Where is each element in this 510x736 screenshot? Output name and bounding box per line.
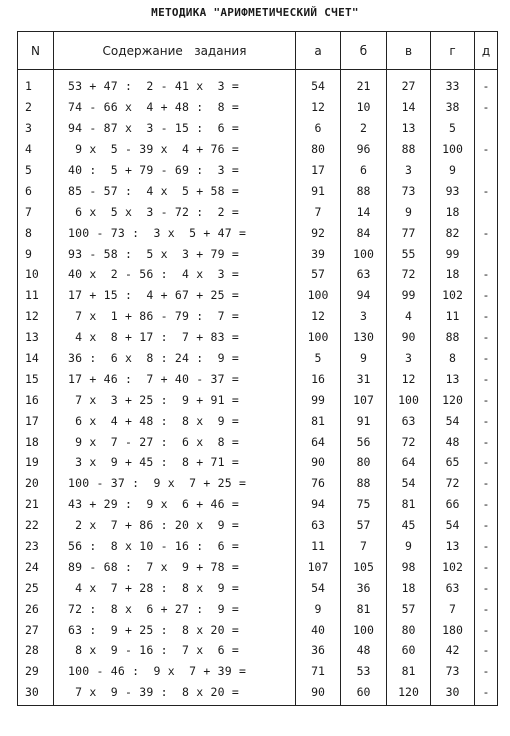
answer-b: 6 [341, 160, 387, 181]
row-number: 21 [18, 494, 54, 515]
answer-v: 80 [387, 619, 431, 640]
row-number: 15 [18, 368, 54, 389]
answer-a: 54 [296, 70, 341, 97]
task-expression: 53 + 47 : 2 - 41 x 3 = [54, 70, 296, 97]
answer-v: 77 [387, 222, 431, 243]
answer-v: 81 [387, 661, 431, 682]
table-row [18, 494, 498, 515]
answer-g: 120 [431, 389, 475, 410]
task-expression: 56 : 8 x 10 - 16 : 6 = [54, 536, 296, 557]
row-number: 22 [18, 515, 54, 536]
table-row [18, 327, 498, 348]
answer-v: 72 [387, 431, 431, 452]
table-row [18, 515, 498, 536]
task-expression: 6 x 4 + 48 : 8 x 9 = [54, 410, 296, 431]
answer-d [475, 243, 498, 264]
table-row [18, 577, 498, 598]
answer-d: - [475, 348, 498, 369]
answer-d [475, 160, 498, 181]
row-number: 6 [18, 180, 54, 201]
answer-b: 57 [341, 515, 387, 536]
answer-a: 12 [296, 306, 341, 327]
row-number: 16 [18, 389, 54, 410]
answer-v: 57 [387, 598, 431, 619]
answer-g: 82 [431, 222, 475, 243]
answer-g: 63 [431, 577, 475, 598]
table-row [18, 473, 498, 494]
table-row [18, 536, 498, 557]
row-number: 26 [18, 598, 54, 619]
answer-g: 18 [431, 264, 475, 285]
task-expression: 17 + 46 : 7 + 40 - 37 = [54, 368, 296, 389]
task-expression: 7 x 9 - 39 : 8 x 20 = [54, 682, 296, 705]
answer-a: 39 [296, 243, 341, 264]
answer-g: 5 [431, 118, 475, 139]
answer-g: 38 [431, 97, 475, 118]
answer-b: 10 [341, 97, 387, 118]
task-expression: 8 x 9 - 16 : 7 x 6 = [54, 640, 296, 661]
row-number: 14 [18, 348, 54, 369]
task-expression: 100 - 73 : 3 x 5 + 47 = [54, 222, 296, 243]
header-d: д [475, 32, 498, 70]
answer-g: 65 [431, 452, 475, 473]
row-number: 3 [18, 118, 54, 139]
row-number: 18 [18, 431, 54, 452]
table-row [18, 222, 498, 243]
answer-g: 8 [431, 348, 475, 369]
task-expression: 36 : 6 x 8 : 24 : 9 = [54, 348, 296, 369]
row-number: 8 [18, 222, 54, 243]
answer-b: 48 [341, 640, 387, 661]
answer-b: 130 [341, 327, 387, 348]
answer-v: 3 [387, 348, 431, 369]
answer-v: 99 [387, 285, 431, 306]
answer-g: 30 [431, 682, 475, 705]
answer-g: 33 [431, 70, 475, 97]
answer-g: 7 [431, 598, 475, 619]
row-number: 13 [18, 327, 54, 348]
table-row [18, 139, 498, 160]
answer-g: 66 [431, 494, 475, 515]
answer-d: - [475, 494, 498, 515]
answer-d: - [475, 536, 498, 557]
answer-v: 3 [387, 160, 431, 181]
answer-b: 80 [341, 452, 387, 473]
task-expression: 72 : 8 x 6 + 27 : 9 = [54, 598, 296, 619]
header-expr: Содержание задания [54, 32, 296, 70]
table-row [18, 264, 498, 285]
table-row [18, 452, 498, 473]
row-number: 1 [18, 70, 54, 97]
answer-a: 7 [296, 201, 341, 222]
task-expression: 40 x 2 - 56 : 4 x 3 = [54, 264, 296, 285]
task-expression: 63 : 9 + 25 : 8 x 20 = [54, 619, 296, 640]
answer-b: 105 [341, 556, 387, 577]
answer-g: 13 [431, 368, 475, 389]
task-expression: 43 + 29 : 9 x 6 + 46 = [54, 494, 296, 515]
answer-a: 54 [296, 577, 341, 598]
answer-a: 63 [296, 515, 341, 536]
table-row [18, 410, 498, 431]
answer-a: 81 [296, 410, 341, 431]
table-row [18, 118, 498, 139]
task-table [17, 31, 498, 706]
answer-g: 93 [431, 180, 475, 201]
task-expression: 93 - 58 : 5 x 3 + 79 = [54, 243, 296, 264]
answer-g: 72 [431, 473, 475, 494]
task-expression: 6 x 5 x 3 - 72 : 2 = [54, 201, 296, 222]
answer-v: 120 [387, 682, 431, 705]
answer-v: 54 [387, 473, 431, 494]
header-num: N [18, 32, 54, 70]
answer-b: 94 [341, 285, 387, 306]
answer-a: 94 [296, 494, 341, 515]
table-row [18, 243, 498, 264]
answer-a: 5 [296, 348, 341, 369]
header-v: в [387, 32, 431, 70]
answer-v: 12 [387, 368, 431, 389]
table-row [18, 348, 498, 369]
answer-b: 21 [341, 70, 387, 97]
answer-v: 73 [387, 180, 431, 201]
task-expression: 9 x 7 - 27 : 6 x 8 = [54, 431, 296, 452]
answer-v: 18 [387, 577, 431, 598]
table-row [18, 619, 498, 640]
answer-a: 6 [296, 118, 341, 139]
row-number: 19 [18, 452, 54, 473]
task-expression: 2 x 7 + 86 : 20 x 9 = [54, 515, 296, 536]
answer-b: 88 [341, 180, 387, 201]
row-number: 10 [18, 264, 54, 285]
answer-d: - [475, 410, 498, 431]
answer-a: 90 [296, 682, 341, 705]
answer-b: 9 [341, 348, 387, 369]
answer-a: 107 [296, 556, 341, 577]
answer-v: 55 [387, 243, 431, 264]
table-row [18, 285, 498, 306]
header-row [18, 32, 498, 70]
table-row [18, 70, 498, 97]
answer-b: 60 [341, 682, 387, 705]
answer-d: - [475, 70, 498, 97]
task-expression: 3 x 9 + 45 : 8 + 71 = [54, 452, 296, 473]
answer-b: 75 [341, 494, 387, 515]
answer-v: 13 [387, 118, 431, 139]
row-number: 5 [18, 160, 54, 181]
answer-d [475, 118, 498, 139]
table-row [18, 431, 498, 452]
answer-v: 98 [387, 556, 431, 577]
answer-a: 11 [296, 536, 341, 557]
row-number: 12 [18, 306, 54, 327]
answer-d: - [475, 285, 498, 306]
answer-d: - [475, 556, 498, 577]
table-row [18, 368, 498, 389]
answer-a: 99 [296, 389, 341, 410]
task-expression: 17 + 15 : 4 + 67 + 25 = [54, 285, 296, 306]
answer-d: - [475, 452, 498, 473]
answer-a: 90 [296, 452, 341, 473]
answer-d: - [475, 327, 498, 348]
task-expression: 4 x 8 + 17 : 7 + 83 = [54, 327, 296, 348]
table-row [18, 556, 498, 577]
table-row [18, 201, 498, 222]
table-row [18, 389, 498, 410]
answer-g: 13 [431, 536, 475, 557]
answer-g: 11 [431, 306, 475, 327]
header-a: а [296, 32, 341, 70]
answer-v: 81 [387, 494, 431, 515]
row-number: 30 [18, 682, 54, 705]
table-row [18, 306, 498, 327]
answer-g: 54 [431, 410, 475, 431]
answer-d: - [475, 577, 498, 598]
answer-a: 92 [296, 222, 341, 243]
answer-b: 3 [341, 306, 387, 327]
answer-d [475, 201, 498, 222]
answer-b: 63 [341, 264, 387, 285]
task-expression: 89 - 68 : 7 x 9 + 78 = [54, 556, 296, 577]
answer-a: 91 [296, 180, 341, 201]
answer-g: 9 [431, 160, 475, 181]
answer-d: - [475, 619, 498, 640]
answer-g: 73 [431, 661, 475, 682]
answer-g: 18 [431, 201, 475, 222]
page-title: МЕТОДИКА "АРИФМЕТИЧЕСКИЙ СЧЕТ" [151, 6, 359, 19]
answer-g: 100 [431, 139, 475, 160]
answer-a: 9 [296, 598, 341, 619]
answer-b: 56 [341, 431, 387, 452]
answer-d: - [475, 139, 498, 160]
row-number: 17 [18, 410, 54, 431]
answer-v: 14 [387, 97, 431, 118]
answer-g: 48 [431, 431, 475, 452]
answer-a: 17 [296, 160, 341, 181]
row-number: 11 [18, 285, 54, 306]
answer-v: 60 [387, 640, 431, 661]
answer-b: 88 [341, 473, 387, 494]
answer-a: 100 [296, 327, 341, 348]
answer-b: 100 [341, 243, 387, 264]
answer-d: - [475, 431, 498, 452]
task-expression: 9 x 5 - 39 x 4 + 76 = [54, 139, 296, 160]
answer-b: 91 [341, 410, 387, 431]
answer-b: 84 [341, 222, 387, 243]
answer-d: - [475, 264, 498, 285]
answer-b: 53 [341, 661, 387, 682]
answer-g: 102 [431, 556, 475, 577]
table-header [18, 32, 498, 70]
task-expression: 74 - 66 x 4 + 48 : 8 = [54, 97, 296, 118]
answer-v: 64 [387, 452, 431, 473]
answer-b: 7 [341, 536, 387, 557]
answer-d: - [475, 306, 498, 327]
answer-a: 12 [296, 97, 341, 118]
answer-v: 4 [387, 306, 431, 327]
task-expression: 7 x 3 + 25 : 9 + 91 = [54, 389, 296, 410]
row-number: 7 [18, 201, 54, 222]
answer-d: - [475, 640, 498, 661]
table-row [18, 180, 498, 201]
row-number: 28 [18, 640, 54, 661]
table-row [18, 682, 498, 705]
task-expression: 4 x 7 + 28 : 8 x 9 = [54, 577, 296, 598]
row-number: 29 [18, 661, 54, 682]
answer-d: - [475, 682, 498, 705]
table-row [18, 640, 498, 661]
answer-a: 36 [296, 640, 341, 661]
answer-d: - [475, 389, 498, 410]
answer-d: - [475, 515, 498, 536]
table-row [18, 160, 498, 181]
answer-d: - [475, 598, 498, 619]
answer-b: 96 [341, 139, 387, 160]
task-expression: 85 - 57 : 4 x 5 + 58 = [54, 180, 296, 201]
answer-d: - [475, 97, 498, 118]
answer-v: 9 [387, 536, 431, 557]
answer-b: 107 [341, 389, 387, 410]
answer-a: 16 [296, 368, 341, 389]
answer-b: 36 [341, 577, 387, 598]
row-number: 9 [18, 243, 54, 264]
row-number: 2 [18, 97, 54, 118]
row-number: 4 [18, 139, 54, 160]
row-number: 24 [18, 556, 54, 577]
task-expression: 100 - 37 : 9 x 7 + 25 = [54, 473, 296, 494]
answer-g: 102 [431, 285, 475, 306]
answer-g: 42 [431, 640, 475, 661]
table-row [18, 661, 498, 682]
answer-v: 45 [387, 515, 431, 536]
answer-a: 64 [296, 431, 341, 452]
answer-a: 80 [296, 139, 341, 160]
answer-b: 31 [341, 368, 387, 389]
answer-v: 88 [387, 139, 431, 160]
task-expression: 7 x 1 + 86 - 79 : 7 = [54, 306, 296, 327]
answer-b: 100 [341, 619, 387, 640]
answer-d: - [475, 661, 498, 682]
row-number: 23 [18, 536, 54, 557]
answer-a: 57 [296, 264, 341, 285]
answer-v: 72 [387, 264, 431, 285]
answer-g: 99 [431, 243, 475, 264]
answer-b: 2 [341, 118, 387, 139]
answer-d: - [475, 180, 498, 201]
table-body [18, 70, 498, 706]
answer-v: 27 [387, 70, 431, 97]
answer-v: 100 [387, 389, 431, 410]
answer-g: 88 [431, 327, 475, 348]
answer-g: 54 [431, 515, 475, 536]
answer-v: 63 [387, 410, 431, 431]
answer-d: - [475, 368, 498, 389]
row-number: 20 [18, 473, 54, 494]
row-number: 25 [18, 577, 54, 598]
answer-a: 40 [296, 619, 341, 640]
answer-a: 100 [296, 285, 341, 306]
task-expression: 40 : 5 + 79 - 69 : 3 = [54, 160, 296, 181]
header-b: б [341, 32, 387, 70]
task-expression: 100 - 46 : 9 x 7 + 39 = [54, 661, 296, 682]
answer-a: 71 [296, 661, 341, 682]
table-row [18, 598, 498, 619]
task-expression: 94 - 87 x 3 - 15 : 6 = [54, 118, 296, 139]
answer-b: 14 [341, 201, 387, 222]
answer-v: 90 [387, 327, 431, 348]
header-g: г [431, 32, 475, 70]
answer-v: 9 [387, 201, 431, 222]
answer-a: 76 [296, 473, 341, 494]
answer-b: 81 [341, 598, 387, 619]
answer-d: - [475, 473, 498, 494]
row-number: 27 [18, 619, 54, 640]
table-row [18, 97, 498, 118]
answer-d: - [475, 222, 498, 243]
answer-g: 180 [431, 619, 475, 640]
